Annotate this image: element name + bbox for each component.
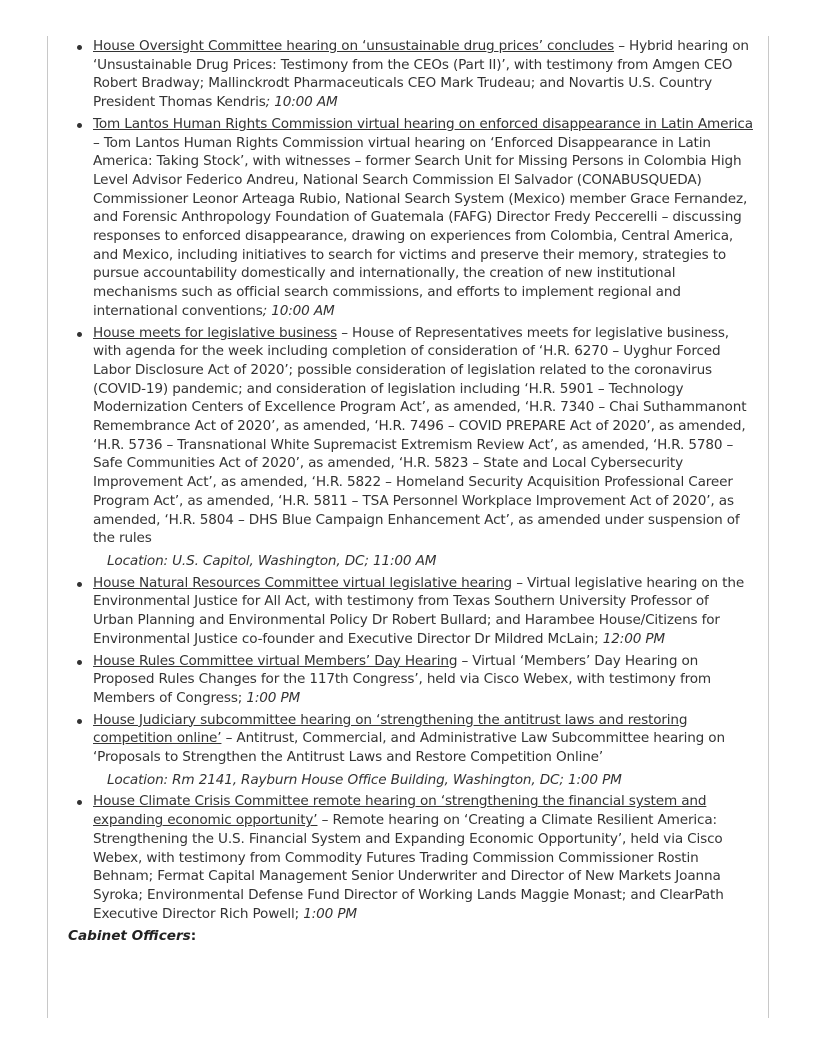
event-link[interactable]: House Oversight Committee hearing on ‘unsustainable drug prices’ concludes <box>93 38 615 54</box>
list-item <box>93 711 753 790</box>
list-item <box>93 652 753 708</box>
event-description: – Remote hearing on ‘Creating a Climate Resilient America: Strengthening the U.S. Financial System and Expanding Economic Opportunity’, held via Cisco Webex, with testimony from Commodity Futures Trading Commission Commissioner Rostin Behnam; Fermat Capital Management Senior Underwriter and Director of New Markets Joanna Syroka; Environmental Defense Fund Director of Working Lands Maggie Monast; and ClearPath Executive Director Rich Powell; <box>93 812 724 922</box>
event-link[interactable]: House Rules Committee virtual Members’ Day Hearing <box>93 652 458 669</box>
event-description: – Tom Lantos Human Rights Commission virtual hearing on ‘Enforced Disappearance in Latin America: Taking Stock’, with witnesses – former Search Unit for Missing Persons in Colombia High Level Advisor Federico Andreu, National Search Commission El Salvador (CONABUSQUEDA) Commissioner Leonor Arteaga Rubio, National Search System (Mexico) member Grace Fernandez, and Forensic Anthropology Foundation of Guatemala (FAFG) Director Fredy Peccerelli – discussing responses to enforced disappearance, drawing on experiences from Colombia, Central America, and Mexico, including initiatives to search for victims and preserve their memory, strategies to pursue accountability domestically and internationally, the creation of new institutional mechanisms such as official search commissions, and efforts to implement regional and international conventions <box>93 134 748 319</box>
event-link[interactable]: House meets for legislative business <box>93 324 338 341</box>
event-location: Location: Rm 2141, Rayburn House Office Building, Washington, DC; 1:00 PM <box>107 771 622 788</box>
event-link[interactable]: House Natural Resources Committee virtual legislative hearing <box>93 574 513 591</box>
event-description: – Hybrid hearing on ‘Unsustainable Drug Prices: Testimony from the CEOs (Part II)’, with testimony from Amgen CEO Robert Bradway; Mallinckrodt Pharmaceuticals CEO Mark Trudeau; and Novartis U.S. Country President Thomas Kendris <box>93 38 749 111</box>
section-heading-colon: : <box>190 928 197 944</box>
event-time: ; 10:00 AM <box>265 94 338 111</box>
event-description: – Virtual ‘Members’ Day Hearing on Proposed Rules Changes for the 117th Congress’, held via Cisco Webex, with testimony from Members of Congress; <box>93 652 711 706</box>
event-link[interactable]: House Climate Crisis Committee remote hearing on ‘strengthening the financial system and expanding economic opportunity’ <box>93 793 707 829</box>
event-link[interactable]: House Judiciary subcommittee hearing on ‘strengthening the antitrust laws and restoring competition online’ <box>93 711 688 747</box>
event-time: ; 10:00 AM <box>262 302 335 319</box>
event-time: 12:00 PM <box>602 630 665 647</box>
event-link[interactable]: Tom Lantos Human Rights Commission virtual hearing on enforced disappearance in Latin America <box>93 115 753 132</box>
event-description: – Virtual legislative hearing on the Environmental Justice for All Act, with testimony from Texas Southern University Professor of Urban Planning and Environmental Policy Dr Robert Bullard; and Harambee House/Citizens for Environmental Justice co-founder and Executive Director Dr Mildred McLain; <box>93 574 745 647</box>
list-item <box>93 324 753 571</box>
section-heading-text: Cabinet Officers <box>68 928 191 944</box>
list-item <box>93 792 753 923</box>
event-time: 1:00 PM <box>303 905 357 922</box>
list-item <box>93 574 753 649</box>
list-item <box>93 115 753 321</box>
event-description: – Antitrust, Commercial, and Administrative Law Subcommittee hearing on ‘Proposals to Strengthen the Antitrust Laws and Restore Competition Online’ <box>93 730 725 766</box>
event-time: 1:00 PM <box>246 689 301 706</box>
list-item <box>93 37 753 112</box>
event-list <box>93 37 753 926</box>
event-location: Location: U.S. Capitol, Washington, DC; 11:00 AM <box>107 552 437 569</box>
event-description: – House of Representatives meets for legislative business, with agenda for the week including completion of consideration of ‘H.R. 6270 – Uyghur Forced Labor Disclosure Act of 2020’; possible consideration of legislation related to the coronavirus (COVID-19) pandemic; and consideration of legislation including ‘H.R. 5901 – Technology Modernization Centers of Excellence Program Act’, as amended, ‘H.R. 7340 – Chai Suthammanont Remembrance Act of 2020’, as amended, ‘H.R. 7496 – COVID PREPARE Act of 2020’, as amended, ‘H.R. 5736 – Transnational White Supremacist Extremism Review Act’, as amended, ‘H.R. 5780 – Safe Communities Act of 2020’, as amended, ‘H.R. 5823 – State and Local Cybersecurity Improvement Act’, as amended, ‘H.R. 5822 – Homeland Security Acquisition Professional Career Program Act’, as amended, ‘H.R. 5811 – TSA Personnel Workplace Improvement Act of 2020’, as amended, ‘H.R. 5804 – DHS Blue Campaign Enhancement Act’, as amended under suspension of the rules <box>93 324 747 547</box>
section-heading <box>68 928 196 944</box>
